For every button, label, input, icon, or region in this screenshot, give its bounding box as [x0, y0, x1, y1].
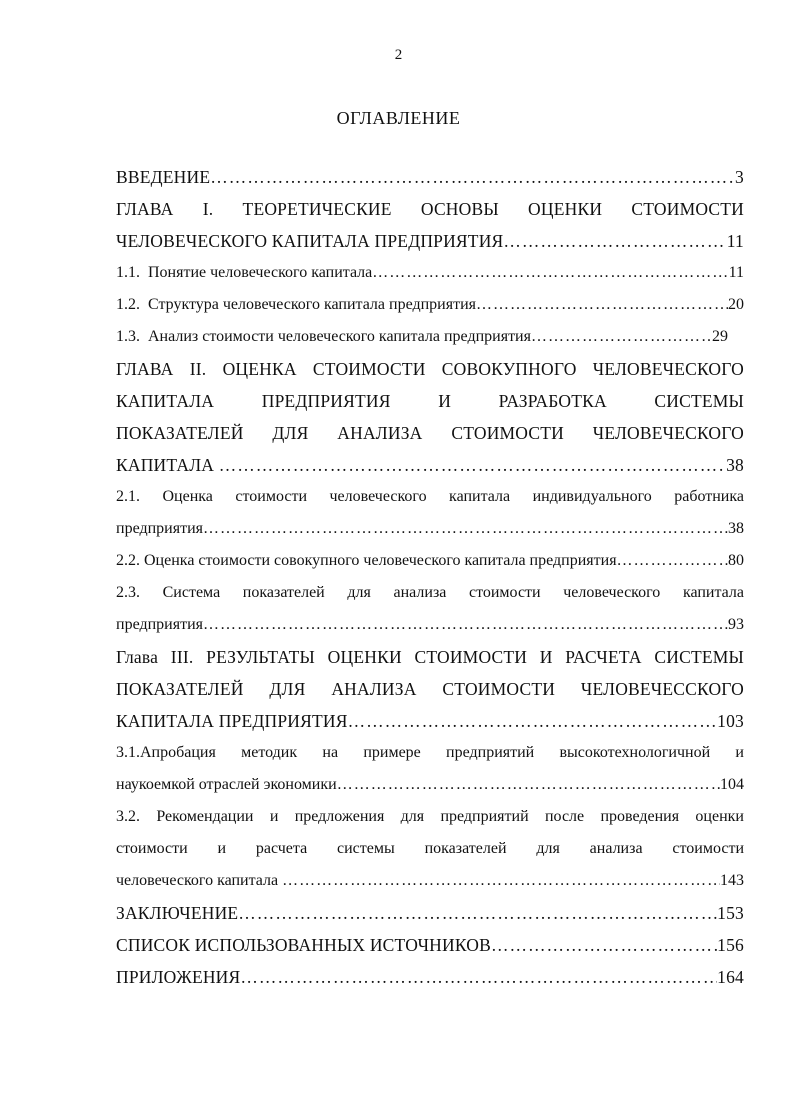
toc-section-1-3 [116, 321, 728, 353]
toc-section-3-1-line-2 [116, 769, 744, 801]
toc-title: ОГЛАВЛЕНИЕ [336, 108, 461, 128]
toc-section-3-2-line-2: стоимости и расчета системы показателей для анализа стоимости [116, 840, 744, 857]
toc-chapter-2-line-3: ПОКАЗАТЕЛЕЙ ДЛЯ АНАЛИЗА СТОИМОСТИ ЧЕЛОВЕЧЕСКОГО [116, 423, 744, 443]
toc-entry-page: 11 [726, 231, 744, 251]
toc-chapter-1-line-2 [116, 225, 744, 257]
toc-section-2-1-line-1: 2.1. Оценка стоимости человеческого капитала индивидуального работника [116, 488, 744, 505]
toc-entry-page: 164 [717, 967, 744, 987]
toc-section-1-1 [116, 257, 744, 289]
toc-entry-page: 153 [717, 903, 744, 923]
toc-entry-title: 1.2. Структура человеческого капитала предприятия [116, 296, 477, 313]
toc-entry-title: ЧЕЛОВЕЧЕСКОГО КАПИТАЛА ПРЕДПРИЯТИЯ [116, 231, 504, 251]
dot-leader [476, 289, 728, 321]
toc-entry-title: человеческого капитала [116, 872, 283, 889]
toc-entry-title: 1.1. Понятие человеческого капитала [116, 264, 373, 281]
toc-entry-page: 103 [717, 711, 744, 731]
toc-entry-title: СПИСОК ИСПОЛЬЗОВАННЫХ ИСТОЧНИКОВ [116, 935, 492, 955]
toc-entry-title: ПРИЛОЖЕНИЯ [116, 967, 241, 987]
toc-entry-title: КАПИТАЛА ПРЕДПРИЯТИЯ [116, 711, 348, 731]
dot-leader [617, 545, 728, 577]
toc-entry-page: 93 [728, 616, 744, 633]
dot-leader [348, 705, 718, 737]
toc-entry-sources [116, 929, 744, 961]
toc-section-3-2-line-1: 3.2. Рекомендации и предложения для предприятий после проведения оценки [116, 808, 744, 825]
toc-entry-title: наукоемкой отраслей экономики [116, 776, 337, 793]
table-of-contents [116, 161, 744, 993]
dot-leader [491, 929, 717, 961]
toc-entry-page: 38 [726, 455, 744, 475]
toc-entry-page: 29 [712, 328, 728, 345]
toc-entry-title: предприятия [116, 616, 203, 633]
page-number: 2 [394, 47, 403, 63]
dot-leader [372, 257, 728, 289]
dot-leader [203, 609, 728, 641]
toc-section-3-2-line-3 [116, 865, 744, 897]
toc-section-2-2 [116, 545, 744, 577]
toc-entry-page: 11 [728, 264, 744, 281]
toc-entry-page: 80 [728, 552, 744, 569]
toc-chapter-3-line-2: ПОКАЗАТЕЛЕЙ ДЛЯ АНАЛИЗА СТОИМОСТИ ЧЕЛОВЕЧЕССКОГО [116, 679, 744, 699]
toc-section-2-3-line-2 [116, 609, 744, 641]
toc-entry-title: предприятия [116, 520, 203, 537]
dot-leader [282, 865, 720, 897]
toc-entry-page: 38 [728, 520, 744, 537]
toc-entry-title: ЗАКЛЮЧЕНИЕ [116, 903, 239, 923]
toc-entry-appendix [116, 961, 744, 993]
toc-entry-conclusion [116, 897, 744, 929]
toc-entry-title: 2.2. Оценка стоимости совокупного человеческого капитала предприятия [116, 552, 617, 569]
toc-entry-page: 3 [735, 167, 744, 187]
toc-section-2-1-line-2 [116, 513, 744, 545]
dot-leader [203, 513, 728, 545]
dot-leader [219, 449, 726, 481]
dot-leader [240, 961, 717, 993]
toc-section-3-1-line-1: 3.1.Апробация методик на примере предприятий высокотехнологичной и [116, 744, 744, 761]
toc-chapter-3-line-1: Глава III. РЕЗУЛЬТАТЫ ОЦЕНКИ СТОИМОСТИ И РАСЧЕТА СИСТЕМЫ [116, 647, 744, 667]
toc-entry-title: 1.3. Анализ стоимости человеческого капитала предприятия [116, 328, 531, 345]
toc-entry-introduction [116, 161, 744, 193]
toc-chapter-1-line-1: ГЛАВА I. ТЕОРЕТИЧЕСКИЕ ОСНОВЫ ОЦЕНКИ СТОИМОСТИ [116, 199, 744, 219]
toc-chapter-2-line-2: КАПИТАЛА ПРЕДПРИЯТИЯ И РАЗРАБОТКА СИСТЕМЫ [116, 391, 744, 411]
toc-entry-title: КАПИТАЛА [116, 455, 219, 475]
toc-chapter-2-line-1: ГЛАВА II. ОЦЕНКА СТОИМОСТИ СОВОКУПНОГО ЧЕЛОВЕЧЕСКОГО [116, 359, 744, 379]
toc-entry-page: 104 [720, 776, 744, 793]
toc-section-2-3-line-1: 2.3. Система показателей для анализа стоимости человеческого капитала [116, 584, 744, 601]
toc-chapter-2-line-4 [116, 449, 744, 481]
dot-leader [531, 321, 712, 353]
dot-leader [238, 897, 717, 929]
toc-entry-page: 143 [720, 872, 744, 889]
toc-entry-title: ВВЕДЕНИЕ [116, 167, 211, 187]
dot-leader [337, 769, 720, 801]
toc-chapter-3-line-3 [116, 705, 744, 737]
toc-entry-page: 156 [717, 935, 744, 955]
toc-entry-page: 20 [728, 296, 744, 313]
toc-section-1-2 [116, 289, 744, 321]
dot-leader [210, 161, 735, 193]
dot-leader [503, 225, 726, 257]
